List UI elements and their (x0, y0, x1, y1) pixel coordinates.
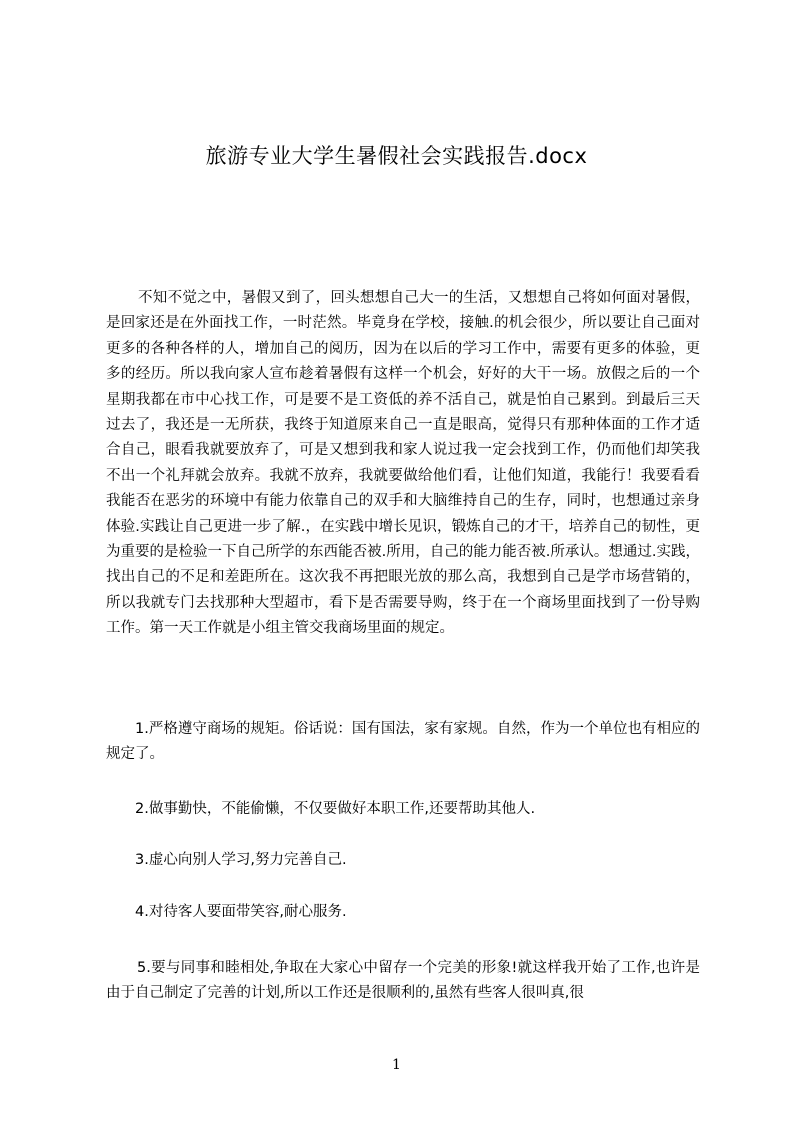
document-title: 旅游专业大学生暑假社会实践报告.docx (205, 144, 588, 168)
paragraph-intro: 不知不觉之中，暑假又到了，回头想想自己大一的生活，又想想自己将如何面对暑假，是回家还是在外面找工作，一时茫然。毕竟身在学校，接触.的机会很少，所以要让自己面对更多的各种各样的人，增加自己的阅历，因为在以后的学习工作中，需要有更多的体验，更多的经历。所以我向家人宣布趁着暑假有这样一个机会，好好的大干一场。放假之后的一个星期我都在市中心找工作，可是要不是工资低的养不活自己，就是怕自己累到。到最后三天过去了，我还是一无所获，我终于知道原来自己一直是眼高，觉得只有那种体面的工作才适合自己，眼看我就要放弃了，可是又想到我和家人说过我一定会找到工作，仍而他们却笑我不出一个礼拜就会放弃。我就不放弃，我就要做给他们看，让他们知道，我能行！我要看看我能否在恶劣的环境中有能力依靠自己的双手和大脑维持自己的生存，同时，也想通过亲身体验.实践让自己更进一步了解.，在实践中增长见识，锻炼自己的才干，培养自己的韧性，更为重要的是检验一下自己所学的东西能否被.所用，自己的能力能否被.所承认。想通过.实践，找出自己的不足和差距所在。这次我不再把眼光放的那么高，我想到自己是学市场营销的，所以我就专门去找那种大型超市，看下是否需要导购，终于在一个商场里面找到了一份导购工作。第一天工作就是小组主管交我商场里面的规定。 (106, 290, 700, 637)
paragraph-rule-3: 3.虚心向别人学习,努力完善自己. (135, 852, 347, 868)
paragraph-rule-4: 4.对待客人要面带笑容,耐心服务. (135, 904, 347, 920)
page-number: 1 (392, 1057, 401, 1073)
paragraph-rule-5: 5.要与同事和睦相处,争取在大家心中留存一个完美的形象!就这样我开始了工作,也许是由于自己制定了完善的计划,所以工作还是很顺利的,虽然有些客人很叫真,很 (106, 960, 700, 1002)
paragraph-rule-1: 1.严格遵守商场的规矩。俗话说：国有国法，家有家规。自然，作为一个单位也有相应的规定了。 (106, 721, 700, 763)
paragraph-rule-2: 2.做事勤快，不能偷懒，不仅要做好本职工作,还要帮助其他人. (135, 801, 536, 817)
